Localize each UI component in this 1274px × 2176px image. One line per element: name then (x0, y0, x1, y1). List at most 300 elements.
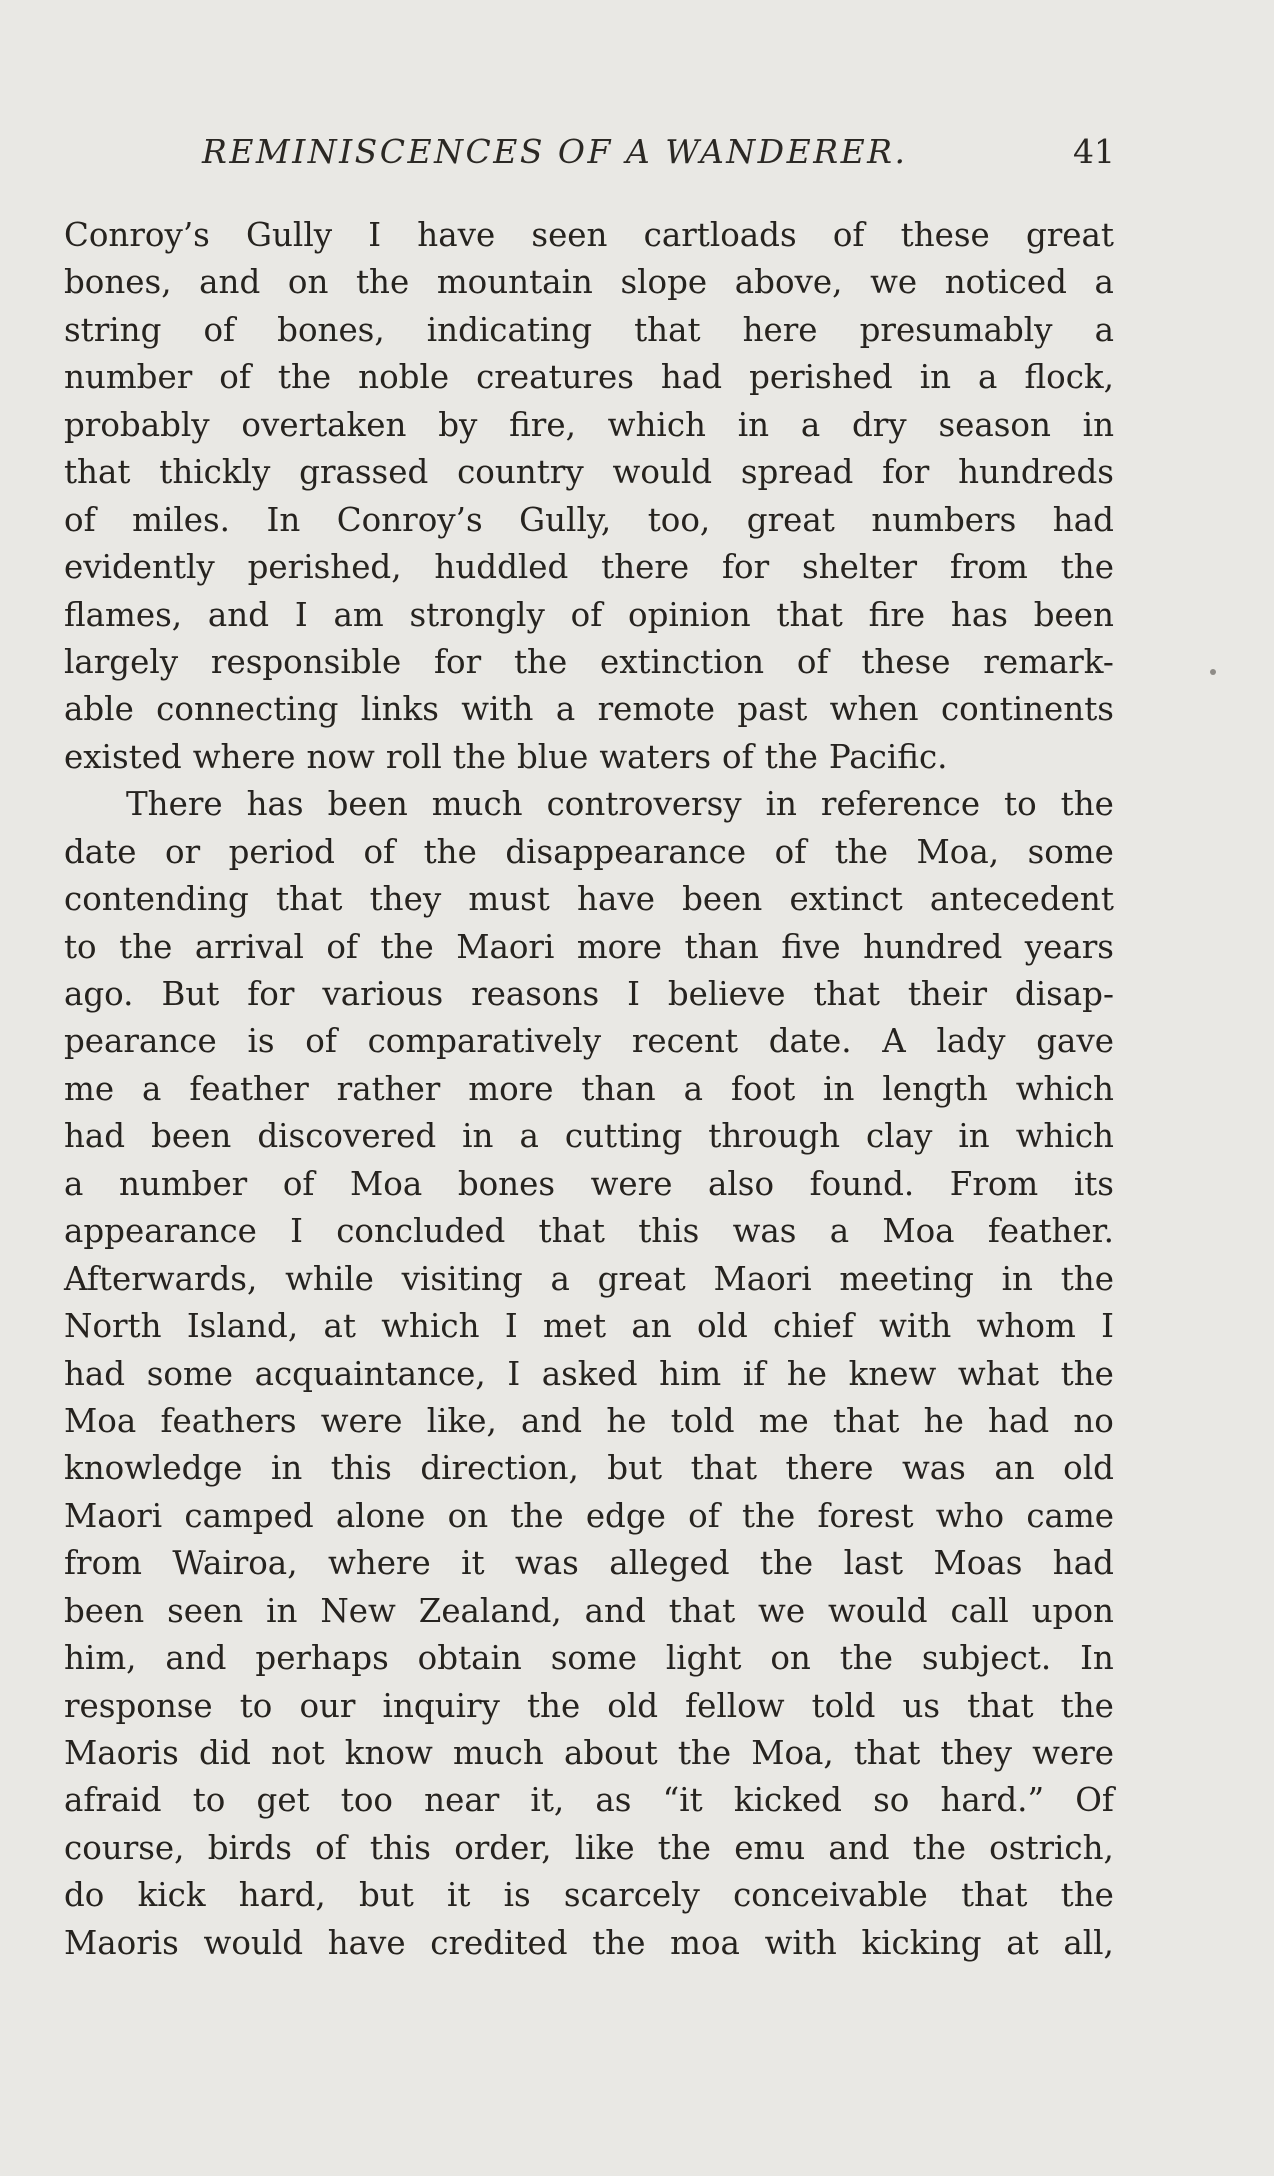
word: with (764, 1923, 837, 1962)
word: that (634, 310, 701, 349)
word: the (1060, 1876, 1114, 1915)
word: would (828, 1591, 928, 1630)
paragraph (64, 212, 1114, 781)
text-line (64, 1303, 1114, 1350)
word: that (690, 1449, 758, 1488)
word: seen (167, 1591, 244, 1630)
word: of (688, 1496, 720, 1535)
word: the (1060, 785, 1114, 824)
text-line (64, 1398, 1114, 1445)
word: obtain (417, 1639, 522, 1678)
word: near (424, 1781, 500, 1820)
word: old (607, 1686, 659, 1725)
word: country (457, 453, 584, 492)
word: and (521, 1401, 583, 1440)
word: in (958, 1117, 990, 1156)
word: it, (530, 1781, 565, 1820)
word: But (161, 975, 220, 1013)
word: of (722, 737, 754, 776)
word: too (340, 1781, 393, 1820)
word: length (882, 1069, 988, 1108)
word: came (1026, 1496, 1114, 1535)
word: had (64, 1117, 126, 1156)
text-line (64, 1066, 1114, 1113)
word: they (369, 880, 442, 919)
word: responsible (210, 642, 402, 681)
text-line (64, 1493, 1114, 1540)
word: been (327, 785, 408, 824)
word: been (1033, 595, 1114, 634)
word: Conroy’s (64, 216, 210, 254)
text-line (64, 1256, 1114, 1303)
word: in (462, 1117, 494, 1156)
word: perhaps (255, 1639, 389, 1678)
word: than (684, 927, 759, 966)
word: thickly (159, 453, 271, 492)
word: number (64, 358, 193, 397)
word: seen (531, 216, 608, 254)
word: I (507, 1354, 521, 1393)
word: Maori (64, 1496, 163, 1535)
word: so (873, 1781, 910, 1820)
word: had (64, 1354, 126, 1393)
word: of (282, 1164, 315, 1203)
word: perished (749, 358, 893, 397)
word: more (576, 927, 663, 966)
word: hard, (238, 1876, 326, 1915)
word: kicked (733, 1781, 842, 1820)
text-line (64, 1540, 1114, 1587)
word: had (988, 1401, 1050, 1440)
word: cutting (564, 1117, 683, 1156)
word: visiting (401, 1259, 523, 1298)
word: Of (1075, 1781, 1114, 1820)
word: the (526, 1686, 581, 1725)
word: I (627, 975, 640, 1013)
word: all, (1063, 1923, 1114, 1962)
word: great (1025, 216, 1114, 254)
word: of (570, 595, 603, 634)
word: whom (976, 1307, 1076, 1346)
word: gave (1036, 1022, 1114, 1061)
word: some (146, 1354, 233, 1393)
text-line (64, 497, 1114, 544)
word: I (368, 216, 382, 254)
word: like, (426, 1401, 497, 1440)
word: perished, (247, 548, 402, 587)
word: five (781, 927, 841, 966)
word: remote (597, 690, 716, 729)
word: the (839, 1639, 893, 1678)
text-line (64, 354, 1114, 401)
text-line (64, 1161, 1114, 1208)
word: the (510, 1496, 564, 1535)
word: on (770, 1639, 811, 1678)
word: cartloads (643, 216, 797, 254)
word: Pacific. (828, 737, 948, 776)
word: ostrich, (989, 1828, 1114, 1867)
word: A (882, 1022, 906, 1061)
word: subject. (921, 1639, 1052, 1678)
word: was (901, 1449, 966, 1488)
word: lady (936, 1022, 1006, 1061)
word: Gully, (519, 500, 612, 539)
word: with (879, 1307, 952, 1346)
word: now (306, 737, 375, 776)
word: am (333, 595, 384, 634)
word: that (961, 1876, 1028, 1915)
word: waters (599, 737, 712, 776)
word: at (323, 1307, 356, 1346)
word: flock, (1024, 358, 1114, 397)
word: a (829, 1212, 850, 1251)
word: which (1015, 1117, 1114, 1156)
word: at (1006, 1923, 1039, 1962)
word: strongly (409, 595, 545, 634)
word: from (64, 1544, 142, 1583)
word: In (266, 500, 301, 539)
word: by (438, 405, 478, 444)
text-line (64, 212, 1114, 259)
word: connecting (156, 690, 339, 729)
word: about (563, 1734, 658, 1772)
text-line (64, 876, 1114, 923)
word: shelter (802, 548, 918, 587)
word: bones, (277, 310, 385, 349)
word: in (737, 405, 770, 444)
word: or (165, 832, 201, 871)
word: number (118, 1164, 248, 1203)
text-line (64, 1730, 1114, 1777)
word: and (207, 595, 270, 634)
word: response (64, 1686, 213, 1725)
word: Moa (882, 1212, 955, 1251)
word: that (813, 975, 880, 1013)
text-line (64, 781, 1114, 828)
word: it (446, 1876, 471, 1915)
word: were (1032, 1734, 1114, 1772)
word: roll (385, 737, 442, 776)
word: extinction (600, 642, 765, 681)
word: scarcely (563, 1876, 700, 1915)
word: feather. (987, 1212, 1114, 1251)
word: on (447, 1496, 489, 1535)
word: date. (768, 1022, 852, 1061)
word: grassed (299, 453, 429, 492)
word: the (119, 927, 173, 966)
word: existed (64, 737, 182, 776)
word: creatures (476, 358, 634, 397)
word: him, (64, 1639, 137, 1678)
word: Maoris (64, 1734, 179, 1772)
word: There (126, 785, 223, 824)
word: for (722, 548, 770, 587)
word: “it (662, 1781, 703, 1820)
text-line (64, 1113, 1114, 1160)
word: date (64, 832, 137, 871)
word: get (256, 1781, 310, 1820)
word: upon (1031, 1591, 1114, 1630)
word: that (538, 1212, 605, 1251)
word: of (796, 642, 829, 681)
word: I (1101, 1307, 1114, 1346)
word: and (199, 263, 261, 302)
word: a (142, 1069, 162, 1108)
word: he (923, 1401, 964, 1440)
word: Conroy’s (336, 500, 483, 539)
word: these (900, 216, 990, 254)
word: rather (336, 1069, 441, 1108)
word: dry (851, 405, 907, 444)
word: alone (335, 1496, 426, 1535)
word: reasons (471, 975, 600, 1013)
text-line (64, 1683, 1114, 1730)
word: there (601, 548, 690, 587)
text-line (64, 639, 1114, 686)
word: for (882, 453, 930, 492)
word: in (1082, 405, 1114, 444)
word: pearance (64, 1022, 217, 1061)
word: knew (848, 1354, 937, 1393)
word: direction, (420, 1449, 579, 1488)
word: overtaken (241, 405, 407, 444)
word: of (305, 1022, 337, 1061)
word: reference (820, 785, 981, 824)
word: which (607, 405, 706, 444)
word: birds (207, 1828, 292, 1867)
word: in (270, 1449, 303, 1488)
running-title: REMINISCENCES OF A WANDERER. (202, 132, 908, 171)
word: a (800, 405, 821, 444)
word: when (829, 690, 919, 729)
word: the (592, 1923, 646, 1962)
word: hundred (863, 927, 1003, 966)
word: that (668, 1591, 736, 1630)
word: was (732, 1212, 797, 1251)
word: believe (667, 975, 786, 1013)
word: if (742, 1354, 766, 1393)
word: on (287, 263, 329, 302)
text-line (64, 924, 1114, 971)
word: like (574, 1828, 635, 1867)
word: he (786, 1354, 828, 1393)
word: Moa, (916, 832, 1000, 871)
word: numbers (871, 500, 1017, 539)
text-line (64, 1445, 1114, 1492)
word: met (542, 1307, 607, 1346)
text-line (64, 1872, 1114, 1919)
text-line (64, 1825, 1114, 1872)
word: foot (730, 1069, 796, 1108)
word: presumably (859, 310, 1053, 349)
word: more (468, 1069, 554, 1108)
word: Maoris (64, 1923, 179, 1962)
word: Maori (456, 927, 555, 966)
word: years (1024, 927, 1114, 966)
word: to (64, 927, 97, 966)
text-line (64, 402, 1114, 449)
word: these (861, 642, 951, 681)
word: bones (457, 1164, 556, 1203)
word: and (584, 1591, 646, 1630)
word: for (247, 975, 295, 1013)
word: the (423, 832, 477, 871)
word: a (555, 690, 576, 729)
word: that (276, 880, 343, 919)
word: From (949, 1164, 1039, 1203)
text-line (64, 259, 1114, 306)
word: flames, (64, 595, 183, 634)
word: slope (620, 263, 708, 302)
word: a (683, 1069, 704, 1108)
word: this (638, 1212, 700, 1251)
text-line (64, 971, 1114, 1018)
word: above, (734, 263, 843, 302)
word: chief (773, 1307, 854, 1346)
word: the (1060, 1354, 1114, 1393)
word: this (330, 1449, 392, 1488)
word: in (765, 785, 797, 824)
word: conceivable (733, 1876, 928, 1915)
word: told (670, 1401, 735, 1440)
word: past (737, 690, 808, 729)
word: than (581, 1069, 656, 1108)
word: me (64, 1069, 115, 1108)
word: links (360, 690, 439, 729)
word: which (1015, 1069, 1114, 1108)
word: a (978, 358, 998, 397)
word: from (949, 548, 1028, 587)
running-head (62, 132, 1115, 178)
word: with (461, 690, 534, 729)
word: an (994, 1449, 1035, 1488)
word: clay (866, 1117, 933, 1156)
word: the (277, 358, 332, 397)
word: of (315, 1828, 347, 1867)
word: the (452, 737, 506, 776)
word: noticed (944, 263, 1067, 302)
word: bones, (64, 263, 172, 302)
word: has (246, 785, 304, 824)
word: remark- (983, 642, 1114, 681)
word: what (957, 1354, 1040, 1393)
word: through (708, 1117, 841, 1156)
word: would (203, 1923, 304, 1962)
word: huddled (434, 548, 569, 587)
word: and (828, 1828, 890, 1867)
word: me (758, 1401, 809, 1440)
word: blue (516, 737, 589, 776)
word: that (833, 1401, 900, 1440)
word: credited (430, 1923, 568, 1962)
text-line (64, 449, 1114, 496)
word: kicking (861, 1923, 982, 1962)
word: Gully (246, 216, 333, 254)
word: for (434, 642, 482, 681)
word: noble (358, 358, 450, 397)
word: New (320, 1591, 396, 1630)
word: he (606, 1401, 647, 1440)
word: that (64, 453, 131, 492)
text-line (64, 592, 1114, 639)
word: it (461, 1544, 485, 1583)
word: opinion (628, 595, 751, 634)
word: hard.” (940, 1781, 1045, 1820)
word: mountain (436, 263, 593, 302)
word: controversy (546, 785, 742, 824)
word: but (358, 1876, 414, 1915)
word: where (192, 737, 296, 776)
word: do (64, 1876, 105, 1915)
word: concluded (336, 1212, 506, 1251)
word: here (742, 310, 818, 349)
word: the (1060, 548, 1114, 587)
word: the (912, 1828, 966, 1867)
word: edge (585, 1496, 666, 1535)
word: where (327, 1544, 431, 1583)
text-line (64, 1920, 1114, 1967)
word: hundreds (958, 453, 1114, 492)
word: was (514, 1544, 579, 1583)
word: camped (184, 1496, 314, 1535)
word: the (513, 642, 568, 681)
word: that (967, 1686, 1034, 1725)
word: fire (868, 595, 926, 634)
word: not (271, 1734, 325, 1772)
word: who (935, 1496, 1005, 1535)
word: great (597, 1259, 686, 1298)
word: largely (64, 642, 179, 681)
word: but (607, 1449, 663, 1488)
page-number: 41 (1073, 132, 1115, 171)
word: a (1094, 310, 1114, 349)
word: is (503, 1876, 531, 1915)
word: as (595, 1781, 632, 1820)
word: In (1080, 1639, 1114, 1678)
text-line (64, 734, 1114, 781)
word: I (294, 595, 308, 634)
word: which (381, 1307, 480, 1346)
word: told (811, 1686, 876, 1725)
word: too, (647, 500, 711, 539)
word: acquaintance, (254, 1354, 486, 1393)
word: Moa, (751, 1734, 834, 1772)
word: its (1073, 1164, 1114, 1203)
word: of (774, 832, 807, 871)
word: Island, (186, 1307, 299, 1346)
word: old (1063, 1449, 1114, 1488)
word: us (902, 1686, 941, 1725)
word: have (417, 216, 496, 254)
word: that (776, 595, 843, 634)
word: feather (189, 1069, 309, 1108)
word: appearance (64, 1212, 257, 1251)
paragraph (64, 781, 1114, 1967)
word: of (203, 310, 236, 349)
word: the (356, 263, 410, 302)
word: knowledge (64, 1449, 243, 1488)
text-line (64, 829, 1114, 876)
word: course, (64, 1828, 185, 1867)
word: string (64, 310, 162, 349)
word: able (64, 690, 134, 729)
word: this (369, 1828, 431, 1867)
word: emu (734, 1828, 806, 1867)
word: afraid (64, 1781, 162, 1820)
word: Afterwards, (64, 1259, 258, 1298)
word: feathers (160, 1401, 297, 1440)
word: continents (940, 690, 1114, 729)
